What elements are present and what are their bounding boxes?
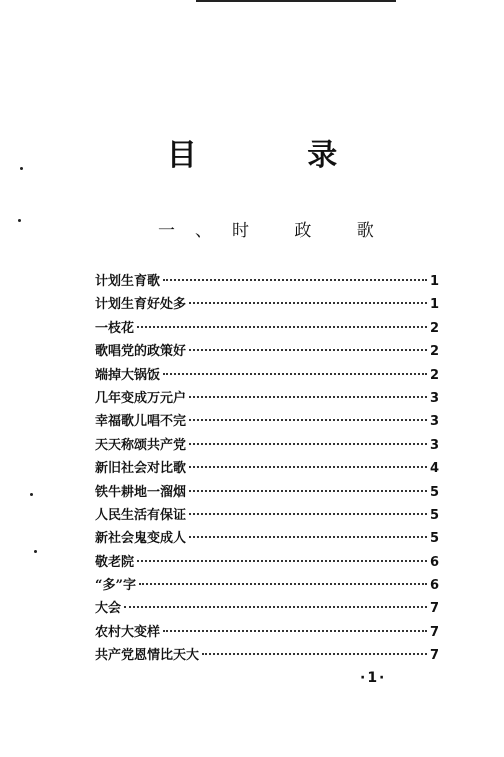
toc-entry-title: 天天称颂共产党 xyxy=(95,437,187,453)
section-heading: 一、时 政 歌 xyxy=(158,221,394,241)
toc-entry-title: 人民生活有保证 xyxy=(95,507,187,523)
toc-entry-page: 3 xyxy=(429,437,439,453)
dot-leader xyxy=(137,326,427,328)
toc-entry-title: 端掉大锅饭 xyxy=(95,367,161,383)
toc-entry-page: 2 xyxy=(429,344,439,360)
toc-entry-title: 几年变成万元户 xyxy=(95,390,187,406)
toc-entry-page: 1 xyxy=(429,274,439,289)
dot-leader xyxy=(137,560,427,562)
page-title: 目 录 xyxy=(166,138,388,173)
toc-entry-title: 歌唱党的政策好 xyxy=(95,344,187,360)
dot-leader xyxy=(124,606,427,608)
toc-entry[interactable] xyxy=(95,340,439,363)
scan-speck xyxy=(34,550,37,553)
toc-entry-page: 7 xyxy=(429,648,439,664)
dot-leader xyxy=(202,653,427,655)
toc-entry[interactable] xyxy=(95,527,439,550)
top-rule xyxy=(196,0,396,2)
dot-leader xyxy=(189,536,427,538)
toc-entry[interactable] xyxy=(95,621,439,644)
toc-entry-title: 大会 xyxy=(95,601,122,617)
toc-entry[interactable] xyxy=(95,481,439,504)
page-number: ·1· xyxy=(360,670,387,686)
toc-entry[interactable] xyxy=(95,387,439,410)
toc-entry-page: 3 xyxy=(429,414,439,430)
dot-leader xyxy=(189,466,427,468)
table-of-contents xyxy=(95,270,439,668)
toc-entry-page: 2 xyxy=(429,367,439,383)
toc-entry-page: 5 xyxy=(429,531,439,547)
dot-leader xyxy=(163,630,427,632)
dot-leader xyxy=(189,490,427,492)
toc-entry[interactable] xyxy=(95,457,439,480)
toc-entry-page: 6 xyxy=(429,554,439,570)
toc-entry-title: 一枝花 xyxy=(95,320,135,336)
scan-speck xyxy=(30,493,33,496)
dot-leader xyxy=(139,583,427,585)
toc-entry-page: 3 xyxy=(429,390,439,406)
toc-entry[interactable] xyxy=(95,551,439,574)
dot-leader xyxy=(163,373,427,375)
dot-leader xyxy=(189,302,427,304)
toc-entry[interactable] xyxy=(95,644,439,667)
toc-entry-page: 7 xyxy=(429,601,439,617)
toc-entry[interactable] xyxy=(95,293,439,316)
toc-entry[interactable] xyxy=(95,270,439,293)
toc-entry-page: 1 xyxy=(429,297,439,313)
toc-entry[interactable] xyxy=(95,504,439,527)
toc-entry-title: “多”字 xyxy=(95,578,136,594)
toc-entry-title: 铁牛耕地一溜烟 xyxy=(95,484,187,500)
toc-entry[interactable] xyxy=(95,410,439,433)
toc-entry[interactable] xyxy=(95,597,439,620)
toc-entry[interactable] xyxy=(95,317,439,340)
scan-speck xyxy=(18,219,21,222)
toc-entry-page: 4 xyxy=(429,461,439,477)
toc-entry-title: 计划生育好处多 xyxy=(95,297,187,313)
dot-leader xyxy=(189,419,427,421)
toc-entry[interactable] xyxy=(95,434,439,457)
toc-entry-page: 2 xyxy=(429,320,439,336)
toc-entry-title: 新旧社会对比歌 xyxy=(95,461,187,477)
toc-entry-page: 6 xyxy=(429,578,439,594)
toc-entry-page: 5 xyxy=(429,484,439,500)
toc-entry-page: 7 xyxy=(429,624,439,640)
toc-entry-title: 共产党恩情比天大 xyxy=(95,648,200,664)
dot-leader xyxy=(189,443,427,445)
dot-leader xyxy=(189,349,427,351)
toc-entry[interactable] xyxy=(95,574,439,597)
toc-entry-title: 农村大变样 xyxy=(95,624,161,640)
toc-entry-title: 计划生育歌 xyxy=(95,274,161,289)
dot-leader xyxy=(163,279,427,281)
dot-leader xyxy=(189,513,427,515)
toc-entry-title: 敬老院 xyxy=(95,554,135,570)
dot-leader xyxy=(189,396,427,398)
toc-entry-title: 新社会鬼变成人 xyxy=(95,531,187,547)
toc-entry-page: 5 xyxy=(429,507,439,523)
toc-entry[interactable] xyxy=(95,364,439,387)
toc-entry-title: 幸福歌儿唱不完 xyxy=(95,414,187,430)
